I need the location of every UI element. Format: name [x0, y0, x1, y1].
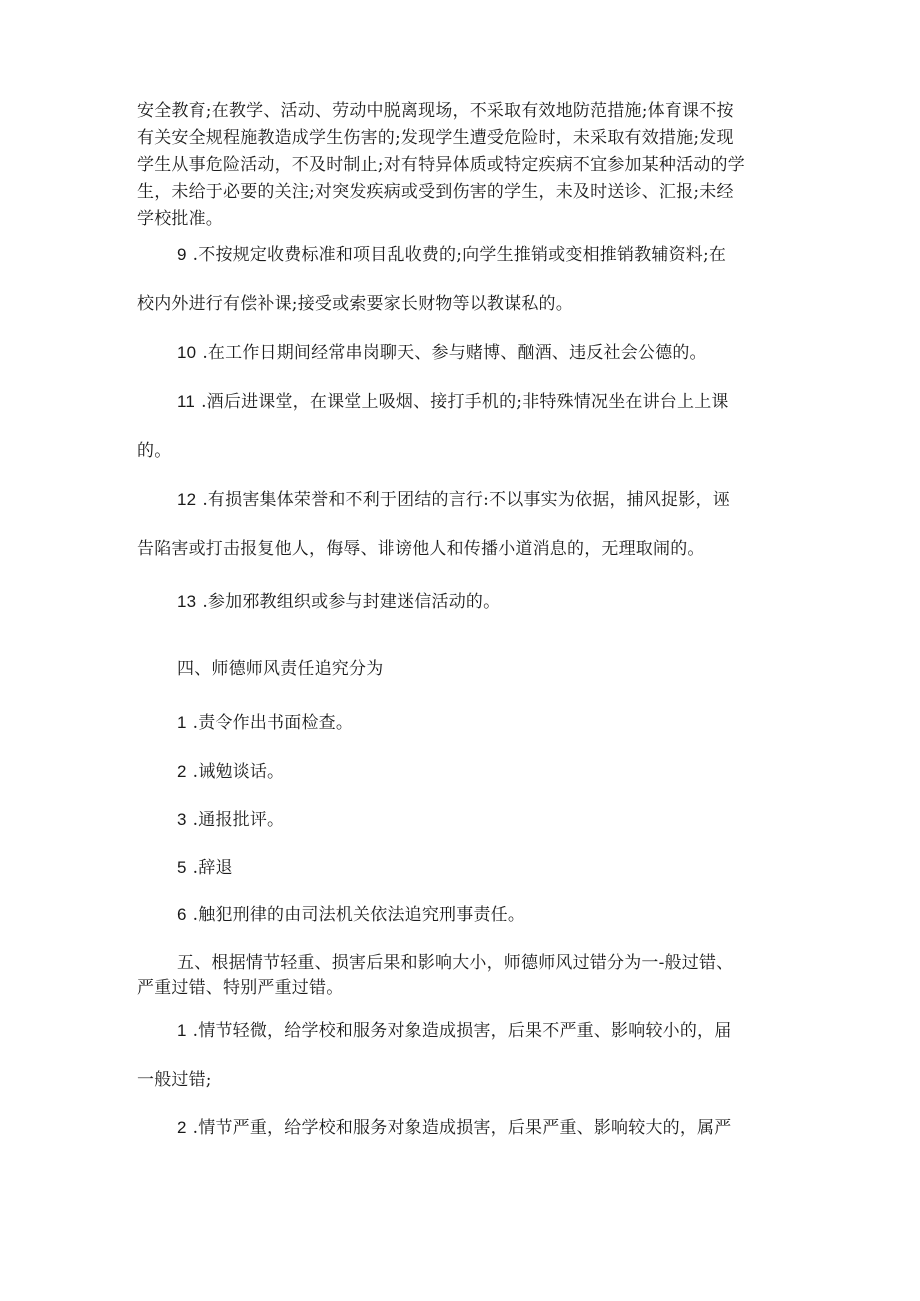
- paragraph-line: 一般过错;: [137, 1070, 212, 1090]
- item-number: 6: [177, 905, 187, 924]
- item-text: .酒后进课堂，在课堂上吸烟、接打手机的;非特殊情况坐在讲台上上课: [201, 392, 729, 412]
- item-text: .诫勉谈话。: [192, 762, 285, 782]
- section5-item-1: [177, 1019, 731, 1043]
- item-text: .参加邪教组织或参与封建迷信活动的。: [202, 592, 501, 612]
- item-number: 9: [177, 245, 187, 264]
- section4-item: [177, 808, 284, 832]
- item-text: .责令作出书面检查。: [192, 713, 354, 733]
- paragraph-line: 校内外进行有偿补课;接受或索要家长财物等以教谋私的。: [137, 294, 573, 314]
- section-heading-5: 五、根据情节轻重、损害后果和影响大小，师德师风过错分为一-般过错、: [177, 953, 734, 973]
- paragraph-line: 学校批准。: [137, 209, 223, 229]
- item-number: 10: [177, 343, 197, 362]
- paragraph-line: 告陷害或打击报复他人，侮辱、诽谤他人和传播小道消息的，无理取闹的。: [137, 539, 705, 559]
- list-item-10: [177, 341, 707, 365]
- list-item-12: [177, 488, 730, 512]
- section4-item: [177, 711, 353, 735]
- item-number: 11: [177, 392, 196, 411]
- paragraph-line: 生，未给于必要的关注;对突发疾病或受到伤害的学生，未及时送诊、汇报;未经: [137, 182, 734, 202]
- item-number: 1: [177, 713, 187, 732]
- item-number: 2: [177, 1118, 187, 1137]
- paragraph-line: 的。: [137, 441, 172, 461]
- item-text: .情节严重，给学校和服务对象造成损害，后果严重、影响较大的，属严: [192, 1118, 732, 1138]
- list-item-9: [177, 243, 726, 267]
- item-number: 2: [177, 762, 187, 781]
- item-text: .有损害集体荣誉和不利于团结的言行:不以事实为依据，捕风捉影，诬: [202, 490, 730, 510]
- section4-item: [177, 856, 233, 880]
- item-number: 3: [177, 810, 187, 829]
- item-number: 12: [177, 490, 197, 509]
- item-text: .通报批评。: [192, 810, 285, 830]
- item-text: .不按规定收费标准和项目乱收费的;向学生推销或变相推销教辅资料;在: [192, 245, 727, 265]
- item-text: .情节轻微，给学校和服务对象造成损害，后果不严重、影响较小的，届: [192, 1021, 732, 1041]
- paragraph-line: 安全教育;在教学、活动、劳动中脱离现场，不采取有效地防范措施;体育课不按: [137, 101, 734, 121]
- paragraph-line: 严重过错、特别严重过错。: [137, 978, 344, 998]
- item-text: .在工作日期间经常串岗聊天、参与赌博、酗酒、违反社会公德的。: [202, 343, 707, 363]
- list-item-11: [177, 390, 729, 414]
- item-text: .辞退: [192, 858, 233, 878]
- section5-item-2: [177, 1116, 731, 1140]
- item-number: 1: [177, 1021, 187, 1040]
- item-number: 5: [177, 858, 187, 877]
- item-text: .触犯刑律的由司法机关依法追究刑事责任。: [192, 905, 526, 925]
- paragraph-line: 学生从事危险活动，不及时制止;对有特异体质或特定疾病不宜参加某种活动的学: [137, 155, 745, 175]
- section4-item: [177, 903, 525, 927]
- list-item-13: [177, 590, 500, 614]
- section-heading-4: 四、师德师风责任追究分为: [177, 659, 384, 679]
- paragraph-line: 有关安全规程施教造成学生伤害的;发现学生遭受危险时，未采取有效措施;发现: [137, 128, 734, 148]
- item-number: 13: [177, 592, 197, 611]
- section4-item: [177, 760, 284, 784]
